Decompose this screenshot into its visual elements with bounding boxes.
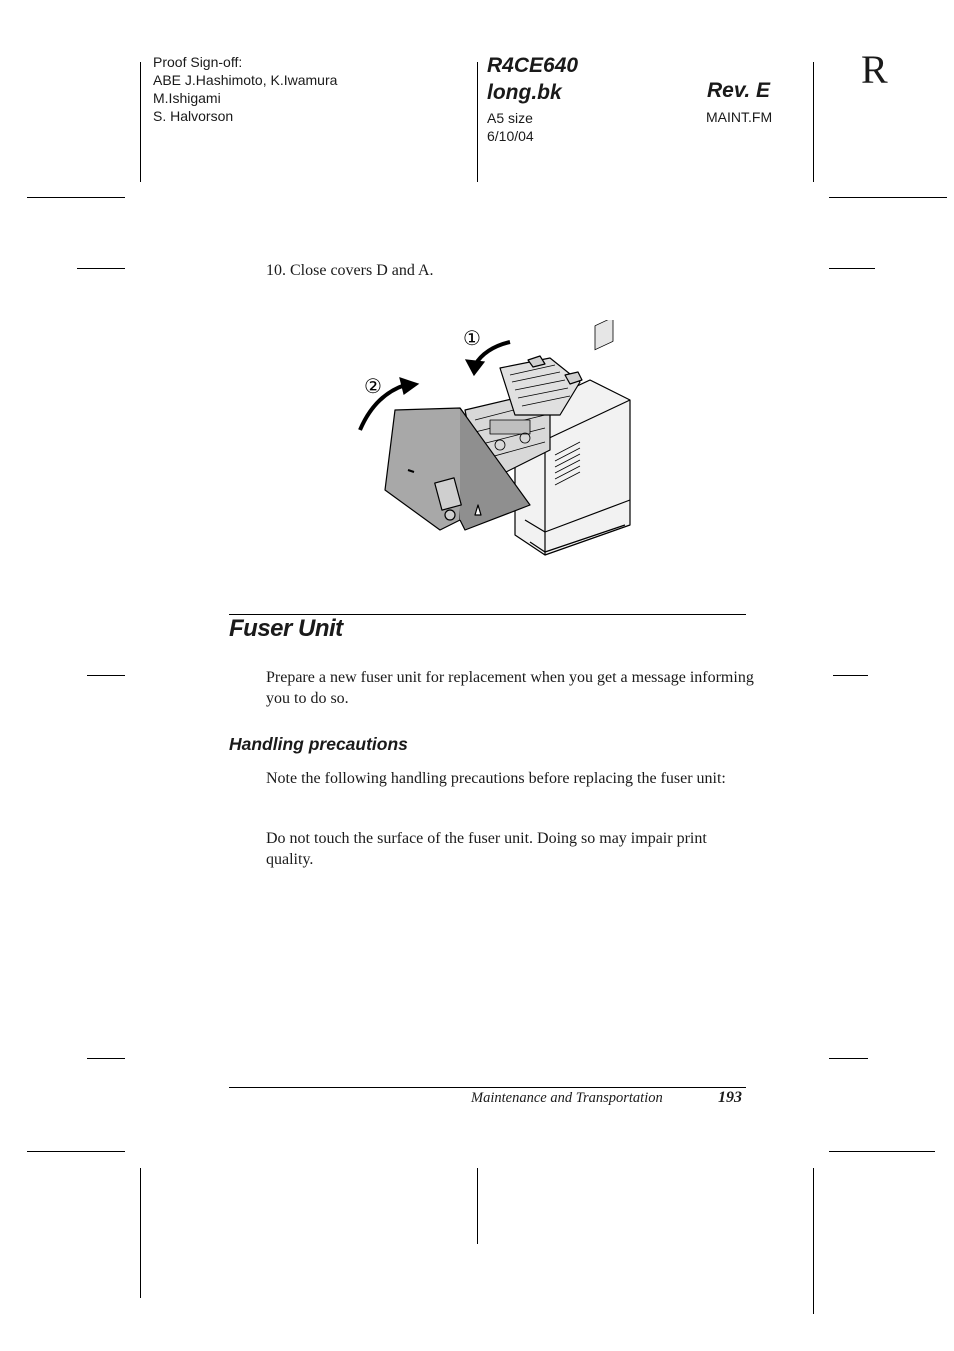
document-meta — [487, 109, 534, 145]
proof-line: M.Ishigami — [153, 90, 221, 106]
section-title: Fuser Unit — [229, 615, 343, 642]
footer-chapter: Maintenance and Transportation — [471, 1090, 663, 1106]
crop-mark — [477, 62, 478, 182]
intro-paragraph: Prepare a new fuser unit for replacement when you get a message informing you to do so. — [266, 669, 754, 707]
crop-mark — [829, 1058, 868, 1059]
subsection-title: Handling precautions — [229, 734, 408, 754]
printer-illustration — [350, 320, 640, 560]
proof-line: ABE J.Hashimoto, K.Iwamura — [153, 72, 338, 88]
crop-mark — [833, 675, 868, 676]
crop-mark — [27, 197, 125, 198]
corner-letter: R — [861, 47, 888, 92]
proof-line: Proof Sign-off: — [153, 54, 243, 70]
document-id — [487, 52, 578, 106]
crop-mark — [77, 268, 125, 269]
crop-mark — [829, 1151, 935, 1152]
callout-1: ① — [463, 326, 481, 350]
document-id-line1: R4CE640 — [487, 54, 579, 77]
document-id-line2: long.bk — [487, 81, 562, 104]
proof-line: S. Halvorson — [153, 108, 234, 124]
step-10: 10. Close covers D and A. — [266, 262, 434, 279]
crop-mark — [87, 675, 125, 676]
page-number: 193 — [718, 1089, 742, 1106]
crop-mark — [829, 197, 947, 198]
crop-mark — [477, 1168, 478, 1244]
proof-signoff — [153, 53, 337, 125]
crop-mark — [140, 1168, 141, 1298]
crop-mark — [829, 268, 875, 269]
callout-2: ② — [364, 374, 382, 398]
printer-figure — [350, 320, 640, 560]
precaution-intro: Note the following handling precautions before replacing the fuser unit: — [266, 770, 726, 787]
file-name: MAINT.FM — [706, 109, 773, 125]
crop-mark — [813, 62, 814, 182]
crop-mark — [813, 1168, 814, 1314]
crop-mark — [140, 62, 141, 182]
footer-rule — [229, 1087, 746, 1088]
document-date: 6/10/04 — [487, 128, 534, 144]
revision-label: Rev. E — [707, 79, 771, 102]
crop-mark — [87, 1058, 125, 1059]
page-size: A5 size — [487, 110, 533, 126]
precaution-item: Do not touch the surface of the fuser unit. Doing so may impair print quality. — [266, 830, 707, 868]
crop-mark — [27, 1151, 125, 1152]
